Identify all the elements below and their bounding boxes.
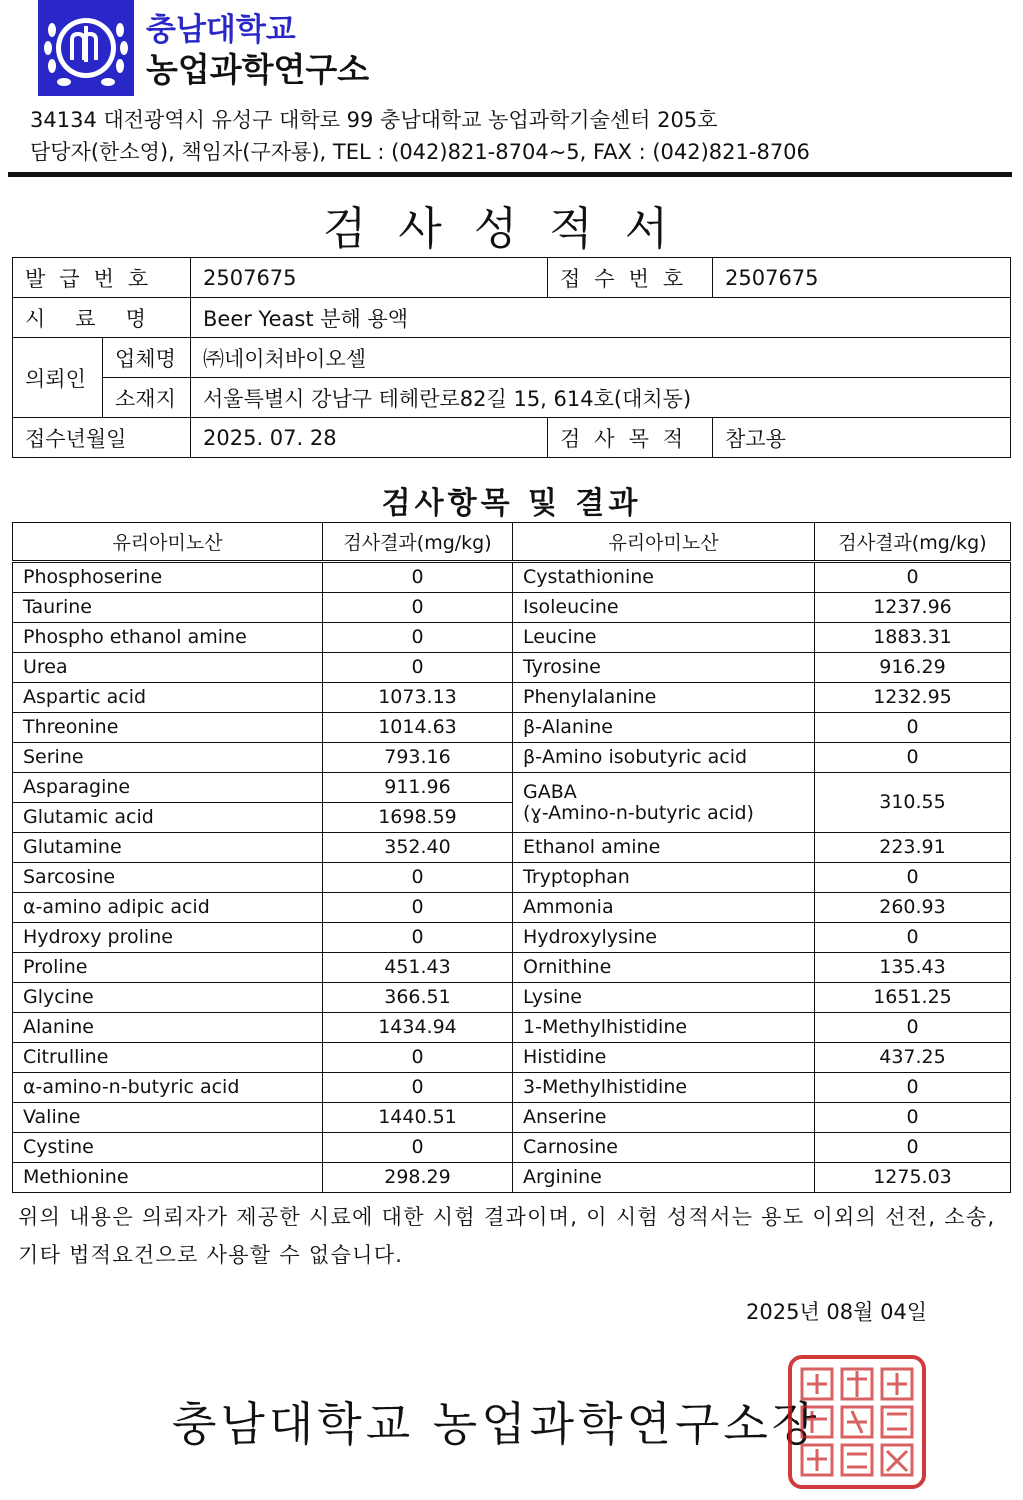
- amino-acid-value: 1651.25: [815, 983, 1011, 1013]
- disclaimer-note: 위의 내용은 의뢰자가 제공한 시료에 대한 시험 결과이며, 이 시험 성적서는 용도 이외의 선전, 소송, 기타 법적요건으로 사용할 수 없습니다.: [18, 1205, 996, 1267]
- table-row: [13, 1073, 1011, 1103]
- table-row: [13, 1163, 1011, 1193]
- amino-acid-value: 1073.13: [323, 683, 513, 713]
- amino-acid-value: 1237.96: [815, 593, 1011, 623]
- amino-acid-name: 1-Methylhistidine: [513, 1013, 815, 1043]
- institute-contact: 담당자(한소영), 책임자(구자룡), TEL : (042)821-8704~5, FAX : (042)821-8706: [30, 140, 810, 164]
- table-row: [13, 623, 1011, 653]
- amino-acid-name: Arginine: [513, 1163, 815, 1193]
- amino-acid-name: β-Alanine: [513, 713, 815, 743]
- amino-acid-value: 793.16: [323, 743, 513, 773]
- amino-acid-value: 0: [815, 562, 1011, 593]
- amino-acid-name: Isoleucine: [513, 593, 815, 623]
- table-row: [13, 863, 1011, 893]
- sample-value: Beer Yeast 분해 용액: [191, 298, 1011, 338]
- amino-acid-value: 1440.51: [323, 1103, 513, 1133]
- amino-acid-name: Proline: [13, 953, 323, 983]
- amino-acid-value: 223.91: [815, 833, 1011, 863]
- receipt-no-label: 접수번호: [548, 258, 713, 298]
- table-row: [13, 1133, 1011, 1163]
- amino-acid-name: Ammonia: [513, 893, 815, 923]
- issue-no-label: 발급번호: [13, 258, 191, 298]
- amino-acid-name: Asparagine: [13, 773, 323, 803]
- amino-acid-value: 260.93: [815, 893, 1011, 923]
- amino-acid-name: Taurine: [13, 593, 323, 623]
- receipt-date-value: 2025. 07. 28: [191, 418, 548, 458]
- amino-acid-value: 1014.63: [323, 713, 513, 743]
- amino-acid-name: Citrulline: [13, 1043, 323, 1073]
- amino-acid-name: Phosphoserine: [13, 562, 323, 593]
- amino-acid-value: 0: [323, 1043, 513, 1073]
- org-name-university: 충남대학교: [146, 12, 296, 48]
- amino-acid-value: 0: [323, 562, 513, 593]
- location-label: 소재지: [103, 378, 191, 418]
- org-name-institute: 농업과학연구소: [146, 50, 370, 89]
- amino-acid-name-gaba: [513, 773, 815, 833]
- amino-acid-name: Phospho ethanol amine: [13, 623, 323, 653]
- amino-acid-name: α-amino adipic acid: [13, 893, 323, 923]
- amino-acid-value: 0: [323, 593, 513, 623]
- amino-acid-name: Carnosine: [513, 1133, 815, 1163]
- amino-acid-name: Cystine: [13, 1133, 323, 1163]
- institute-address: 34134 대전광역시 유성구 대학로 99 충남대학교 농업과학기술센터 205호: [30, 108, 718, 132]
- amino-acid-value: 1883.31: [815, 623, 1011, 653]
- amino-acid-value: 437.25: [815, 1043, 1011, 1073]
- client-label: 의뢰인: [13, 338, 103, 418]
- company-label: 업체명: [103, 338, 191, 378]
- company-value: ㈜네이처바이오셀: [191, 338, 1011, 378]
- table-row: [13, 1043, 1011, 1073]
- amino-acid-value: 1232.95: [815, 683, 1011, 713]
- amino-acid-value: 0: [323, 1133, 513, 1163]
- table-row: [13, 653, 1011, 683]
- amino-acid-name: Glycine: [13, 983, 323, 1013]
- amino-acid-value: 366.51: [323, 983, 513, 1013]
- amino-acid-name: Histidine: [513, 1043, 815, 1073]
- table-row: [13, 713, 1011, 743]
- col-header-value-left: 검사결과(mg/kg): [323, 523, 513, 562]
- table-row: [13, 983, 1011, 1013]
- amino-acid-value: 916.29: [815, 653, 1011, 683]
- location-value: 서울특별시 강남구 테헤란로82길 15, 614호(대치동): [191, 378, 1011, 418]
- amino-acid-name: Methionine: [13, 1163, 323, 1193]
- col-header-name-left: 유리아미노산: [13, 523, 323, 562]
- amino-acid-name: Hydroxylysine: [513, 923, 815, 953]
- table-row: [13, 593, 1011, 623]
- amino-acid-value: 0: [323, 893, 513, 923]
- amino-acid-name: Phenylalanine: [513, 683, 815, 713]
- amino-acid-value: 1275.03: [815, 1163, 1011, 1193]
- amino-acid-value: 0: [815, 1133, 1011, 1163]
- amino-acid-value: 0: [323, 923, 513, 953]
- table-row: [13, 743, 1011, 773]
- results-section-title: 검사항목 및 결과: [381, 486, 642, 521]
- table-row: [13, 683, 1011, 713]
- amino-acid-name: Leucine: [513, 623, 815, 653]
- amino-acid-name: GABA: [523, 780, 577, 803]
- receipt-date-label: 접수년월일: [13, 418, 191, 458]
- amino-acid-name: Glutamine: [13, 833, 323, 863]
- amino-acid-name: Tyrosine: [513, 653, 815, 683]
- table-row: [13, 893, 1011, 923]
- amino-acid-value: 0: [323, 653, 513, 683]
- table-row: [13, 562, 1011, 593]
- amino-acid-value: 911.96: [323, 773, 513, 803]
- results-table: [12, 522, 1011, 1193]
- amino-acid-name: α-amino-n-butyric acid: [13, 1073, 323, 1103]
- amino-acid-name: Urea: [13, 653, 323, 683]
- amino-acid-value: 135.43: [815, 953, 1011, 983]
- sample-label: 시료명: [13, 298, 191, 338]
- amino-acid-name: Lysine: [513, 983, 815, 1013]
- amino-acid-name: Ornithine: [513, 953, 815, 983]
- amino-acid-name: Threonine: [13, 713, 323, 743]
- table-row: [13, 1103, 1011, 1133]
- amino-acid-name: 3-Methylhistidine: [513, 1073, 815, 1103]
- amino-acid-name-detail: (ɣ-Amino-n-butyric acid): [523, 801, 754, 824]
- amino-acid-value: 0: [815, 923, 1011, 953]
- table-row: [13, 773, 1011, 803]
- signatory: 충남대학교 농업과학연구소장: [172, 1397, 821, 1451]
- amino-acid-name: Ethanol amine: [513, 833, 815, 863]
- purpose-label: 검사목적: [548, 418, 713, 458]
- amino-acid-value: 1434.94: [323, 1013, 513, 1043]
- amino-acid-value: 298.29: [323, 1163, 513, 1193]
- official-seal-stamp: [788, 1355, 926, 1489]
- amino-acid-value: 310.55: [815, 773, 1011, 833]
- amino-acid-value: 0: [815, 1073, 1011, 1103]
- col-header-value-right: 검사결과(mg/kg): [815, 523, 1011, 562]
- amino-acid-value: 0: [323, 1073, 513, 1103]
- university-emblem-icon: [38, 0, 134, 96]
- issue-no-value: 2507675: [191, 258, 548, 298]
- amino-acid-name: Alanine: [13, 1013, 323, 1043]
- header-divider: [8, 172, 1012, 177]
- amino-acid-name: β-Amino isobutyric acid: [513, 743, 815, 773]
- receipt-no-value: 2507675: [713, 258, 1011, 298]
- amino-acid-name: Hydroxy proline: [13, 923, 323, 953]
- amino-acid-value: 0: [323, 863, 513, 893]
- amino-acid-value: 0: [815, 1013, 1011, 1043]
- table-row: [13, 833, 1011, 863]
- amino-acid-name: Cystathionine: [513, 562, 815, 593]
- amino-acid-value: 0: [815, 863, 1011, 893]
- document-title: 검사성적서: [322, 202, 701, 255]
- amino-acid-name: Tryptophan: [513, 863, 815, 893]
- amino-acid-value: 451.43: [323, 953, 513, 983]
- amino-acid-value: 352.40: [323, 833, 513, 863]
- amino-acid-name: Aspartic acid: [13, 683, 323, 713]
- issue-date: 2025년 08월 04일: [746, 1300, 928, 1324]
- amino-acid-name: Valine: [13, 1103, 323, 1133]
- amino-acid-value: 0: [815, 1103, 1011, 1133]
- amino-acid-value: 0: [323, 623, 513, 653]
- table-row: [13, 923, 1011, 953]
- amino-acid-name: Anserine: [513, 1103, 815, 1133]
- amino-acid-name: Sarcosine: [13, 863, 323, 893]
- amino-acid-value: 1698.59: [323, 803, 513, 833]
- purpose-value: 참고용: [713, 418, 1011, 458]
- table-row: [13, 1013, 1011, 1043]
- amino-acid-value: 0: [815, 713, 1011, 743]
- amino-acid-name: Serine: [13, 743, 323, 773]
- table-row: [13, 953, 1011, 983]
- amino-acid-value: 0: [815, 743, 1011, 773]
- amino-acid-name: Glutamic acid: [13, 803, 323, 833]
- col-header-name-right: 유리아미노산: [513, 523, 815, 562]
- info-table: [12, 257, 1011, 458]
